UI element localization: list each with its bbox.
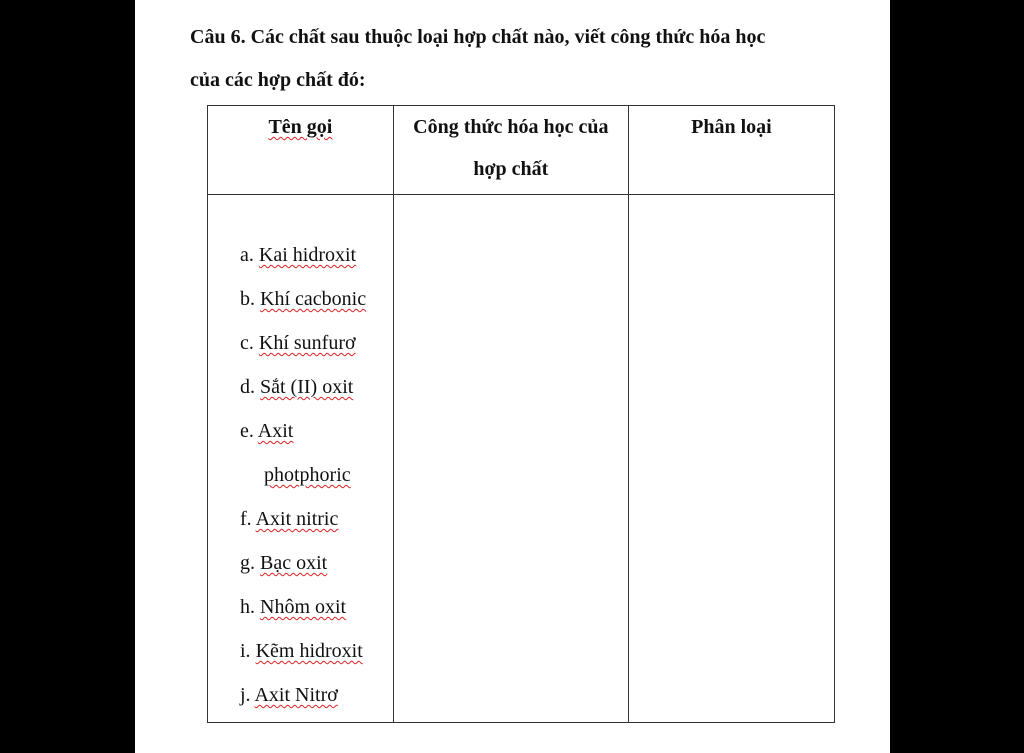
- header-classification: [628, 106, 834, 195]
- header-formula: [393, 106, 628, 195]
- header-name: [208, 106, 394, 195]
- substance-list: [208, 195, 393, 717]
- formula-answer-cell[interactable]: [393, 195, 628, 723]
- list-item: a. Kai hidroxit: [240, 244, 357, 266]
- list-item: i. Kẽm hidroxit: [240, 640, 363, 662]
- list-item: j. Axit Nitrơ: [240, 684, 338, 706]
- list-item: b. Khí cacbonic: [240, 288, 367, 310]
- list-item: e. Axit: [240, 420, 294, 442]
- header-name-label: Tên gọi: [268, 116, 333, 138]
- question-line-2: của các hợp chất đó:: [190, 69, 366, 91]
- header-classification-label: Phân loại: [691, 116, 772, 138]
- list-item: d. Sắt (II) oxit: [240, 376, 354, 398]
- question-line-1: Câu 6. Các chất sau thuộc loại hợp chất nào, viết công thức hóa học: [190, 26, 766, 48]
- document-page: [135, 0, 890, 753]
- list-item: f. Axit nitric: [240, 508, 339, 530]
- exercise-table: [207, 105, 835, 723]
- list-item-continuation: photphoric: [264, 464, 351, 486]
- answer-row: [208, 195, 835, 723]
- list-item: c. Khí sunfurơ: [240, 332, 356, 354]
- names-cell: [208, 195, 394, 723]
- classification-answer-cell[interactable]: [628, 195, 834, 723]
- list-item: h. Nhôm oxit: [240, 596, 347, 618]
- question-text: [190, 16, 880, 102]
- header-formula-line-1: Công thức hóa học của: [413, 116, 609, 138]
- header-row: [208, 106, 835, 195]
- header-formula-line-2: hợp chất: [473, 158, 549, 180]
- list-item: g. Bạc oxit: [240, 552, 328, 574]
